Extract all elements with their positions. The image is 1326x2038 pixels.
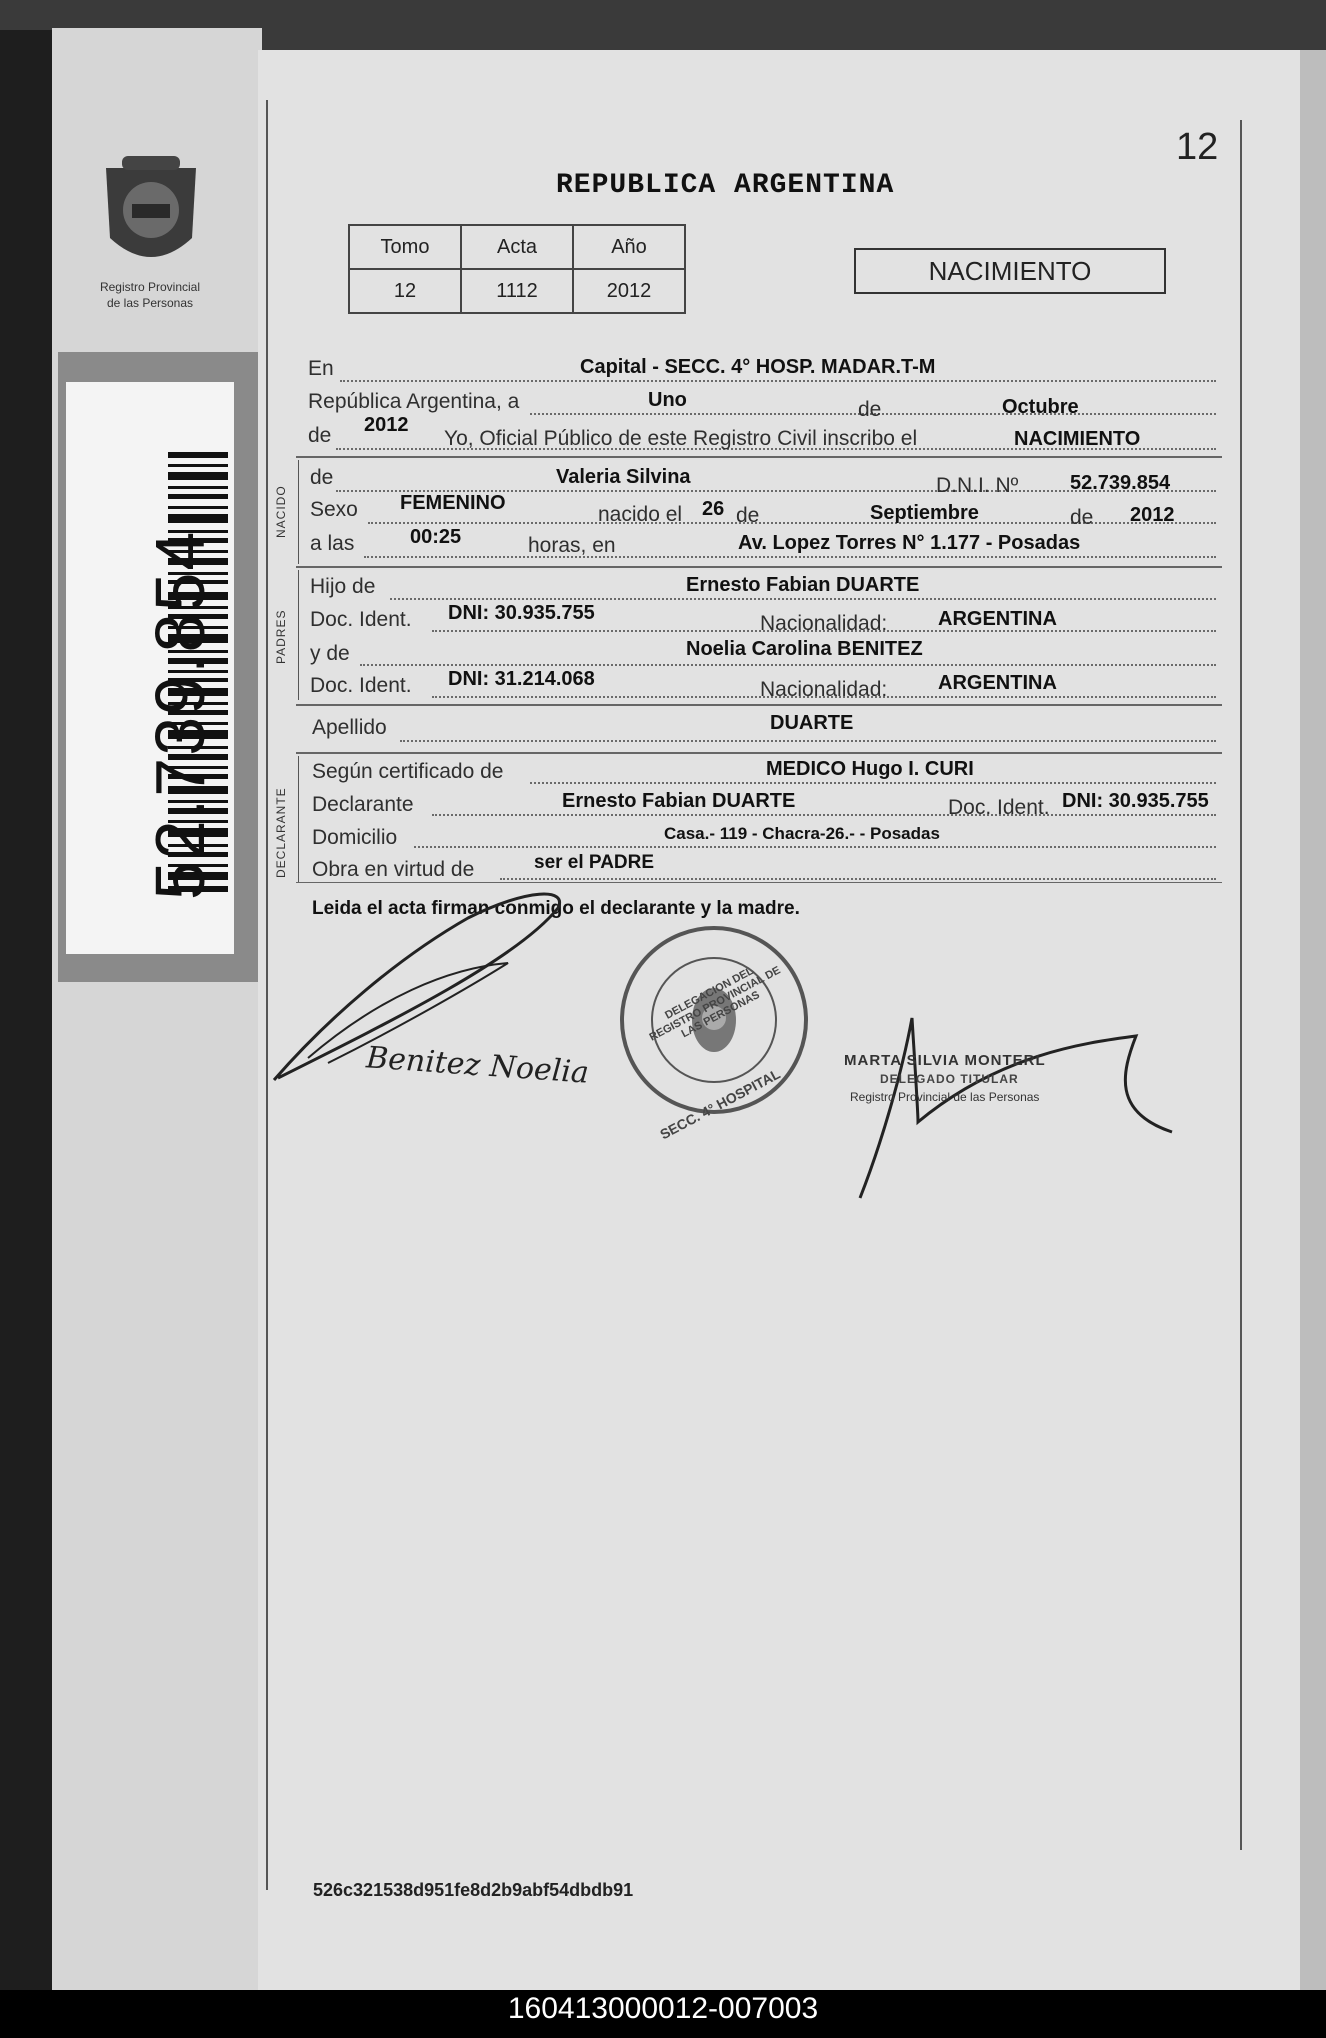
declarant-doc: DNI: 30.935.755 <box>1062 790 1209 812</box>
month-value: Octubre <box>1002 396 1079 418</box>
seal-inner-text: SECC. 4° HOSPITAL <box>657 1065 783 1143</box>
sex-value: FEMENINO <box>400 492 506 514</box>
child-dni: 52.739.854 <box>1070 472 1171 494</box>
nacionalidad-label: Nacionalidad: <box>760 678 888 701</box>
declarante-label: Declarante <box>312 793 414 816</box>
dni-label: D.N.I. Nº <box>936 474 1019 497</box>
mother-doc: DNI: 31.214.068 <box>448 668 595 690</box>
de-label: de <box>308 424 332 447</box>
birth-day: 26 <box>702 498 725 520</box>
page-edge <box>1300 50 1326 1990</box>
de-label: de <box>858 398 882 421</box>
y-de-label: y de <box>310 642 350 665</box>
year-value: 2012 <box>364 414 409 436</box>
barcode-number: 52.739.854 <box>141 529 219 900</box>
officer-stamp-registry: Registro Provincial de las Personas <box>850 1090 1040 1104</box>
birth-month: Septiembre <box>870 502 979 524</box>
logo-caption: Registro Provincial <box>99 280 201 294</box>
page-title: REPUBLICA ARGENTINA <box>556 170 895 201</box>
officer-stamp-title: DELEGADO TITULAR <box>880 1072 1019 1086</box>
mother-name: Noelia Carolina BENITEZ <box>686 638 923 660</box>
horas-label: horas, en <box>528 534 616 557</box>
table-cell: 12 <box>349 269 461 313</box>
de-label: de <box>736 504 760 527</box>
day-value: Uno <box>648 389 687 411</box>
register-stub <box>52 28 262 1990</box>
de-label: de <box>1070 506 1094 529</box>
act-type-value: NACIMIENTO <box>1014 428 1141 450</box>
footer-id: 160413000012-007003 <box>507 1992 819 2025</box>
a-las-label: a las <box>310 532 355 555</box>
table-header: Año <box>573 225 685 269</box>
officer-signature-icon <box>842 1012 1182 1202</box>
de-label: de <box>310 466 334 489</box>
table-cell: 2012 <box>573 269 685 313</box>
binder-edge <box>0 30 60 1990</box>
certificado-label: Según certificado de <box>312 760 504 783</box>
closing-statement: Leida el acta firman conmigo el declarante y la madre. <box>312 898 800 919</box>
birth-time: 00:25 <box>410 526 462 548</box>
section-label-padres: PADRES <box>274 609 288 664</box>
sexo-label: Sexo <box>310 498 358 521</box>
surname-value: DUARTE <box>770 712 854 734</box>
father-name: Ernesto Fabian DUARTE <box>686 574 920 596</box>
nacido-label: nacido el <box>598 503 683 526</box>
republica-label: República Argentina, a <box>308 390 520 413</box>
register-table <box>348 224 686 314</box>
doc-label: Doc. Ident. <box>310 608 412 631</box>
en-label: En <box>308 357 334 380</box>
section-label-nacido: NACIDO <box>274 485 288 538</box>
seal-text: DELEGACION DEL REGISTRO PROVINCIAL DE LAS PERSONAS <box>647 964 783 1044</box>
document-hash: 526c321538d951fe8d2b9abf54dbdb91 <box>313 1880 634 1900</box>
obra-label: Obra en virtud de <box>312 858 475 881</box>
section-label-declarante: DECLARANTE <box>274 787 288 878</box>
place-value: Capital - SECC. 4° HOSP. MADAR.T-M <box>580 356 936 378</box>
certificate-value: MEDICO Hugo I. CURI <box>766 758 974 780</box>
act-type-box: NACIMIENTO <box>854 248 1166 294</box>
child-name: Valeria Silvina <box>556 466 691 488</box>
page-number: 12 <box>1176 126 1219 168</box>
doc-label: Doc. Ident. <box>310 674 412 697</box>
table-header: Acta <box>461 225 573 269</box>
address-value: Casa.- 119 - Chacra-26.- - Posadas <box>664 824 940 843</box>
obra-value: ser el PADRE <box>534 852 655 873</box>
domicilio-label: Domicilio <box>312 826 398 849</box>
mother-signature: Benitez Noelia <box>365 1040 590 1091</box>
birth-place: Av. Lopez Torres N° 1.177 - Posadas <box>738 532 1081 554</box>
table-cell: 1112 <box>461 269 573 313</box>
doc-label: Doc. Ident. <box>948 796 1050 819</box>
father-nationality: ARGENTINA <box>938 608 1057 630</box>
table-header: Tomo <box>349 225 461 269</box>
birth-year: 2012 <box>1130 504 1175 526</box>
nacionalidad-label: Nacionalidad: <box>760 612 888 635</box>
declarant-name: Ernesto Fabian DUARTE <box>562 790 796 812</box>
yo-label: Yo, Oficial Público de este Registro Civil inscribo el <box>444 427 918 450</box>
registry-logo-icon <box>92 148 210 278</box>
margin-rule <box>1240 120 1242 1850</box>
officer-stamp-name: MARTA SILVIA MONTERL <box>844 1052 1046 1069</box>
logo-caption: de las Personas <box>106 296 194 310</box>
hijo-label: Hijo de <box>310 575 376 598</box>
apellido-label: Apellido <box>312 716 387 739</box>
mother-nationality: ARGENTINA <box>938 672 1057 694</box>
father-doc: DNI: 30.935.755 <box>448 602 595 624</box>
